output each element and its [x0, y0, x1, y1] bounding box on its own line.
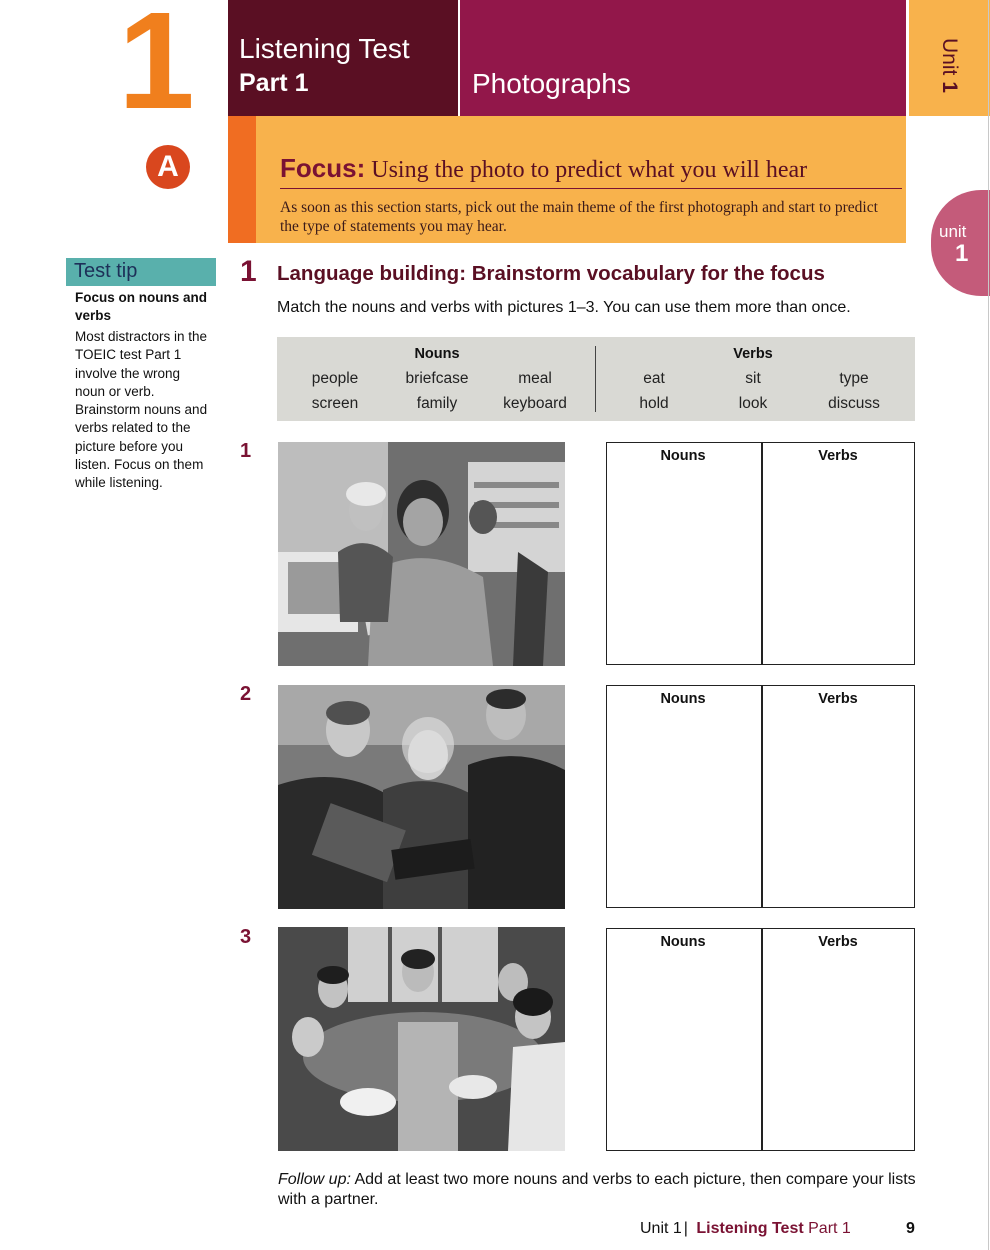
answer-box-divider	[761, 929, 763, 1150]
unit-tab-word: Unit	[938, 38, 961, 76]
item-number: 3	[240, 926, 252, 948]
word-box-divider	[595, 346, 596, 412]
focus-heading-text: Using the photo to predict what you will hear	[371, 157, 808, 183]
unit-side-number: 1	[955, 240, 969, 267]
verbs-column-header: Verbs	[818, 934, 858, 950]
unit-side-word: unit	[939, 222, 967, 241]
unit-tab-label	[937, 38, 961, 93]
footer-separator: |	[683, 1220, 688, 1237]
noun-word: screen	[311, 395, 359, 412]
test-tip-title: Test tip	[66, 258, 216, 286]
verb-word: look	[738, 395, 768, 412]
nouns-column-header: Nouns	[660, 691, 706, 707]
verb-word: discuss	[828, 395, 880, 412]
photo-business-people-illustration	[278, 685, 565, 909]
follow-up-text	[278, 1170, 918, 1210]
answer-box	[606, 928, 915, 1151]
verb-word: hold	[639, 395, 669, 412]
footer-unit: Unit 1	[640, 1220, 682, 1237]
word-box	[277, 337, 915, 421]
exercise-instruction: Match the nouns and verbs with pictures 1–3. You can use them more than once.	[277, 299, 851, 316]
noun-word: keyboard	[503, 395, 567, 412]
item-number: 1	[240, 440, 252, 462]
verb-word: eat	[643, 370, 665, 387]
subtitle-box	[460, 0, 906, 116]
photo-family-meal	[278, 927, 565, 1151]
page-number: 9	[906, 1220, 915, 1237]
noun-word: people	[311, 370, 359, 387]
nouns-column-header: Nouns	[660, 934, 706, 950]
photo-family-meal-illustration	[278, 927, 565, 1151]
photo-office-computer	[278, 442, 565, 666]
exercise-number: 1	[240, 255, 257, 288]
footer-part: Part 1	[808, 1220, 851, 1237]
test-tip-subtitle: Focus on nouns and verbs	[75, 290, 207, 323]
verb-word: type	[839, 370, 869, 387]
title-line1: Listening Test	[239, 33, 410, 64]
title-line2: Part 1	[239, 69, 309, 97]
answer-box	[606, 685, 915, 908]
section-letter-badge: A	[146, 145, 190, 189]
follow-up-label: Follow up:	[278, 1171, 351, 1188]
answer-box	[606, 442, 915, 665]
noun-word: briefcase	[405, 370, 469, 387]
verbs-header: Verbs	[733, 346, 773, 362]
noun-word: meal	[518, 370, 552, 387]
footer-listening-test: Listening Test	[696, 1220, 804, 1237]
photo-office-computer-illustration	[278, 442, 565, 666]
nouns-header: Nouns	[414, 346, 460, 362]
focus-divider	[280, 188, 902, 189]
focus-heading	[280, 153, 807, 184]
item-number: 2	[240, 683, 252, 705]
test-tip-body: Most distractors in the TOEIC test Part 1 involve the wrong noun or verb. Brainstorm nouns and verbs related to the picture before you listen. Focus on them while listening.	[75, 329, 208, 491]
verbs-column-header: Verbs	[818, 448, 858, 464]
photo-business-people	[278, 685, 565, 909]
unit-tab-number: 1	[938, 81, 961, 93]
answer-box-divider	[761, 443, 763, 664]
title-box	[228, 0, 458, 116]
unit-side-tab	[931, 190, 990, 296]
subtitle: Photographs	[472, 68, 631, 99]
page-footer	[640, 1220, 851, 1238]
verb-word: sit	[745, 370, 761, 387]
focus-label: Focus:	[280, 153, 366, 183]
follow-up-body: Add at least two more nouns and verbs to each picture, then compare your lists with a partner.	[278, 1171, 916, 1208]
exercise-title: Language building: Brainstorm vocabulary for the focus	[277, 262, 825, 285]
unit-tab	[909, 0, 990, 116]
page-edge	[988, 0, 989, 1250]
nouns-column-header: Nouns	[660, 448, 706, 464]
focus-text: As soon as this section starts, pick out the main theme of the first photograph and start to predict the type of statements you may hear.	[280, 199, 878, 235]
answer-box-divider	[761, 686, 763, 907]
noun-word: family	[416, 395, 458, 412]
focus-accent-bar	[228, 116, 256, 243]
verbs-column-header: Verbs	[818, 691, 858, 707]
unit-number-large: 1	[118, 0, 191, 138]
